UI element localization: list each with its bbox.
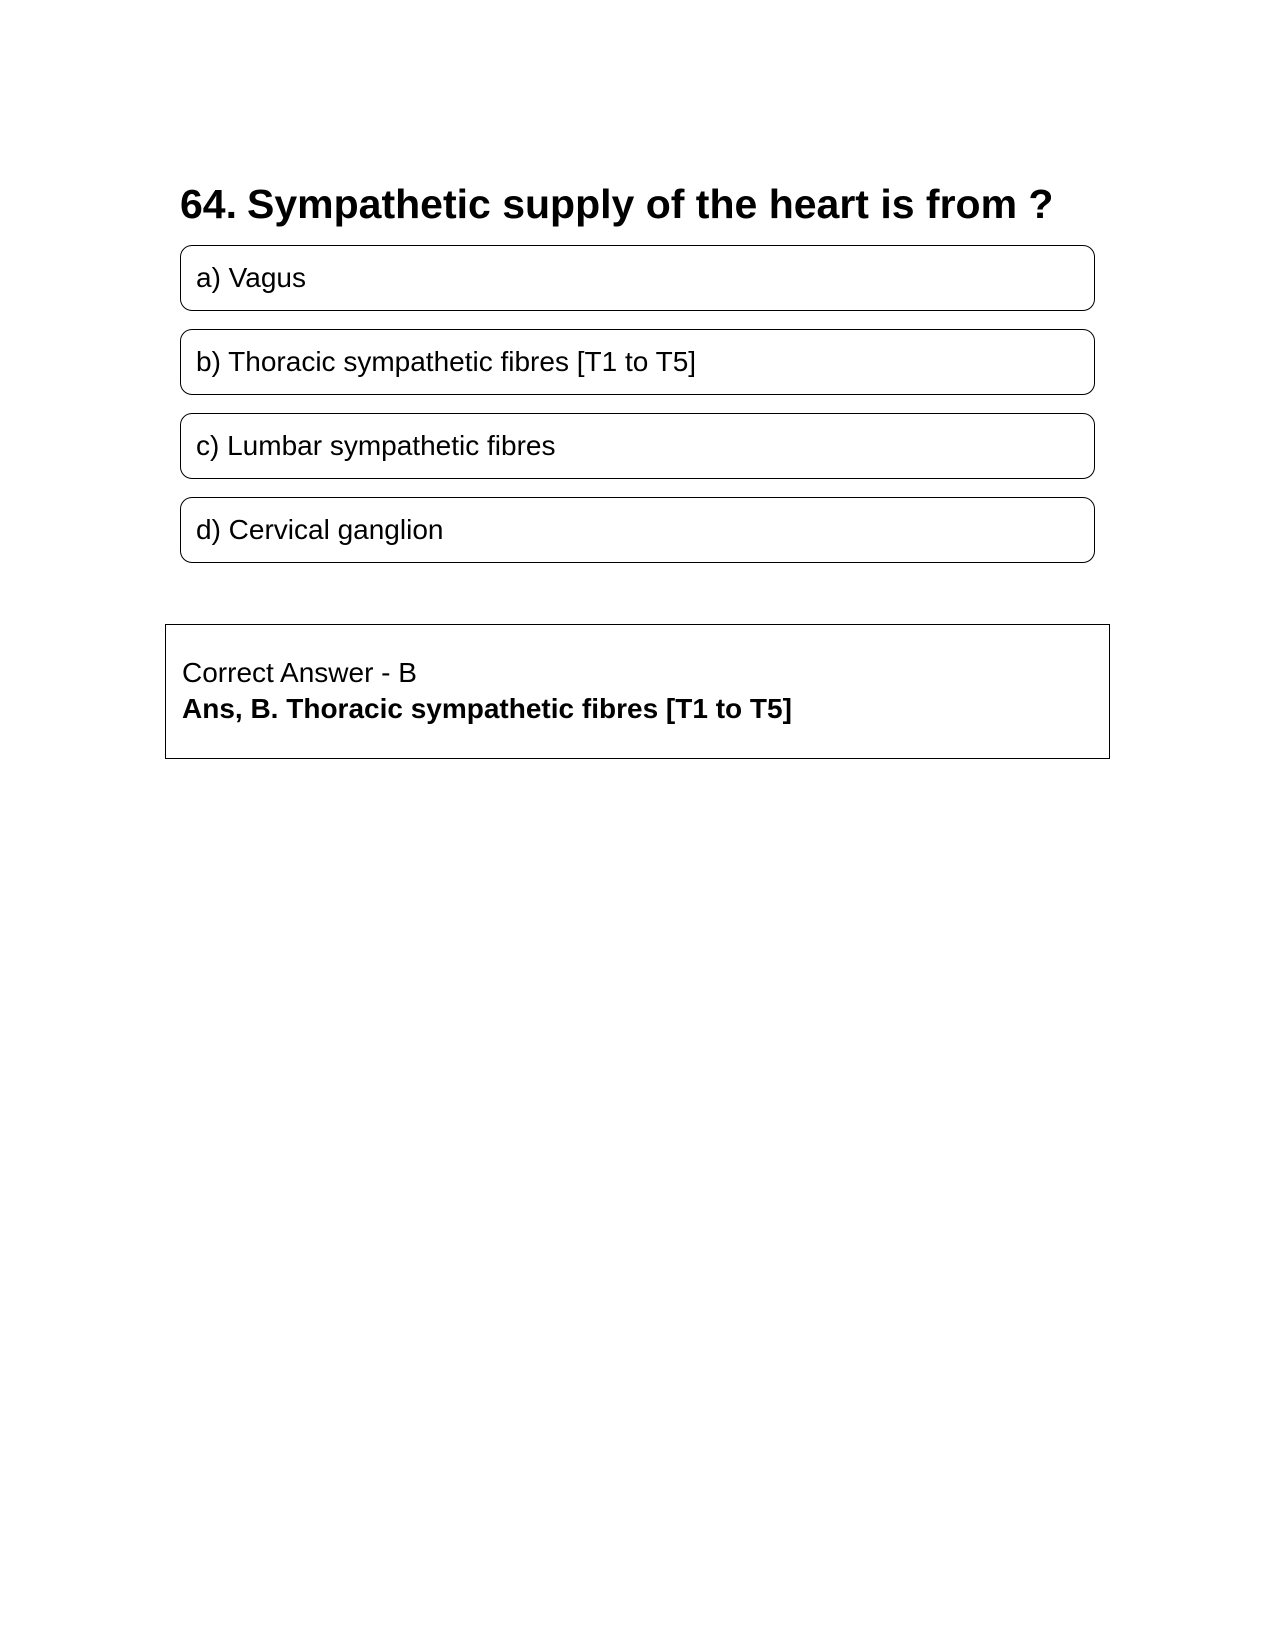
- option-c[interactable]: [180, 413, 1095, 479]
- question-number: 64.: [180, 181, 237, 227]
- option-c-label: c) Lumbar sympathetic fibres: [196, 430, 556, 461]
- question-title: [180, 176, 1053, 232]
- answer-explanation: Ans, B. Thoracic sympathetic fibres [T1 to T5]: [182, 693, 792, 724]
- option-a-label: a) Vagus: [196, 262, 306, 293]
- option-d[interactable]: [180, 497, 1095, 563]
- correct-answer: Correct Answer - B: [182, 657, 417, 688]
- option-d-label: d) Cervical ganglion: [196, 514, 444, 545]
- option-b-label: b) Thoracic sympathetic fibres [T1 to T5]: [196, 346, 697, 377]
- option-a[interactable]: [180, 245, 1095, 311]
- question-text: Sympathetic supply of the heart is from ?: [247, 181, 1054, 227]
- answer-box: [165, 624, 1110, 759]
- option-b[interactable]: [180, 329, 1095, 395]
